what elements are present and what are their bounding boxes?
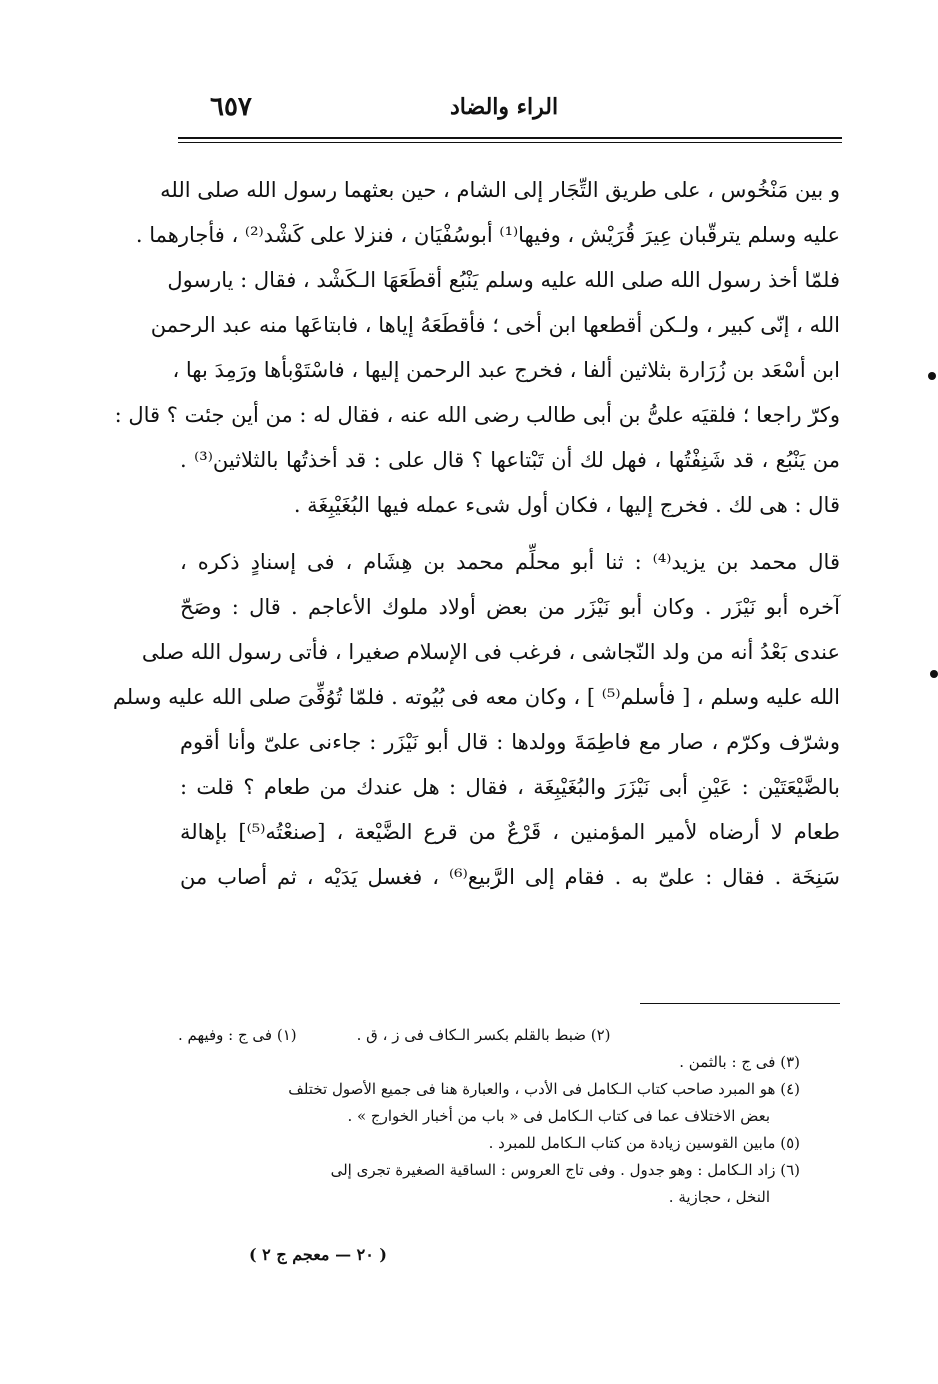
page-header <box>180 92 830 132</box>
margin-dot <box>928 372 936 380</box>
body-text <box>112 168 840 900</box>
body-line: طعام لا أرضاه لأمير المؤمنين ، قَرْعٌ من قرع الضَّيْعة ، [صنعْتُه⁽⁵⁾] بإهالة <box>180 820 840 844</box>
body-line: عليه وسلم يترقّبان عِيرَ قُرَيْش ، وفيها⁽¹⁾ أبوسُفْيَان ، فنزلا على كَشْد⁽²⁾ ، فأجارهما . <box>135 223 840 247</box>
running-title: الراء والضاد <box>450 94 559 120</box>
body-line: ابن أسْعَد بن زُرَارة بثلاثين ألفا ، فخرج عبد الرحمن إليها ، فاسْتَوْبأها ورَمِدَ بها ، <box>172 358 840 382</box>
signature-line: ( ٢٠ — معجم ج ٢ ) <box>249 1245 387 1264</box>
body-line: قال محمد بن يزيد⁽⁴⁾ : ثنا أبو محلِّم محمد بن هِشَام ، فى إسنادٍ ذكره ، <box>180 550 840 574</box>
body-line: الله ، إنّى كبير ، ولـكن أقطعها ابن أخى ؛ فأقطَعَهُ إياها ، فابتاعَها منه عبد الرحمن <box>150 313 840 337</box>
footnotes <box>178 1022 800 1211</box>
body-line: فلمّا أخذ رسول الله صلى الله عليه وسلم يَنْبُع أقطَعَهَا الـكَشْد ، فقال : يارسول <box>167 268 840 292</box>
footnote-4: (٤) هو المبرد صاحب كتاب الـكامل فى الأدب ، والعبارة هنا فى جميع الأصول تختلف <box>288 1080 800 1098</box>
footnote-row <box>178 1022 800 1049</box>
footnote-2: (٢) ضبط بالقلم بكسر الـكاف فى ز ، ق . <box>356 1026 611 1044</box>
footnote-4-cont: بعض الاختلاف عما فى كتاب الـكامل فى « باب من أخبار الخوارج » . <box>347 1107 770 1125</box>
page-number: ٦٥٧ <box>210 92 252 122</box>
footnote-1: (١) فى ج : وفيهم . <box>178 1026 297 1044</box>
body-line: قال : هى لك . فخرج إليها ، فكان أول شىء عمله فيها البُغَيْبِغَة . <box>293 493 840 517</box>
body-line: من يَنْبُع ، قد شَنِفْتُها ، فهل لك أن تَبْتاعها ؟ قال على : قد أخذتُها بالثلاثين⁽³⁾ . <box>180 448 840 472</box>
body-line: عندى بَعْدُ أنه من ولد النّجاشى ، فرغب فى الإسلام صغيرا ، فأتى رسول الله صلى <box>141 640 840 664</box>
body-line: وشرّف وكرّم ، صار مع فاطِمَةَ وولدها : قال أبو نَيْزَر : جاءنى علىّ وأنا أقوم <box>180 730 840 754</box>
paragraph-gap <box>180 528 840 540</box>
body-line: آخره أبو نَيْزَر . وكان أبو نَيْزَر من بعض أولاد ملوك الأعاجم . قال : وصَحّ <box>180 595 840 619</box>
header-rule <box>178 137 842 139</box>
footnote-6-cont: النخل ، حجازية . <box>668 1188 770 1206</box>
footnote-6: (٦) زاد الـكامل : وهو جدول . وفى تاج العروس : الساقية الصغيرة تجرى إلى <box>330 1161 800 1179</box>
body-line: وكرّ راجعا ؛ فلقيَه علىُّ بن أبى طالب رضى الله عنه ، فقال له : من أين جئت ؟ قال : <box>114 403 840 427</box>
footnote-rule <box>640 1003 840 1004</box>
body-line: سَنِخَة . فقال : علىّ به . فقام إلى الرَّبيع⁽⁶⁾ ، فغسل يَدَيْه ، ثم أصاب من <box>180 865 840 889</box>
body-line: و بين مَنْخُوس ، على طريق التِّجَار إلى الشام ، حين بعثهما رسول الله صلى الله <box>160 178 840 202</box>
footnote-3: (٣) فى ج : بالثمن . <box>679 1053 800 1071</box>
body-line: الله عليه وسلم ، [ فأسلم⁽⁵⁾ ] ، وكان معه فى بُيُوته . فلمّا تُوُفِّىَ صلى الله عليه وسلم <box>112 685 840 709</box>
header-rule-thin <box>178 142 842 143</box>
body-line: بالضَّيْعَتَيْن : عَيْنِ أبى نَيْزَرَ والبُغَيْبِغَة ، فقال : هل عندك من طعام ؟ قلت : <box>180 775 840 799</box>
margin-dot <box>930 670 938 678</box>
footnote-5: (٥) مابين القوسين زيادة من كتاب الـكامل للمبرد . <box>488 1134 800 1152</box>
